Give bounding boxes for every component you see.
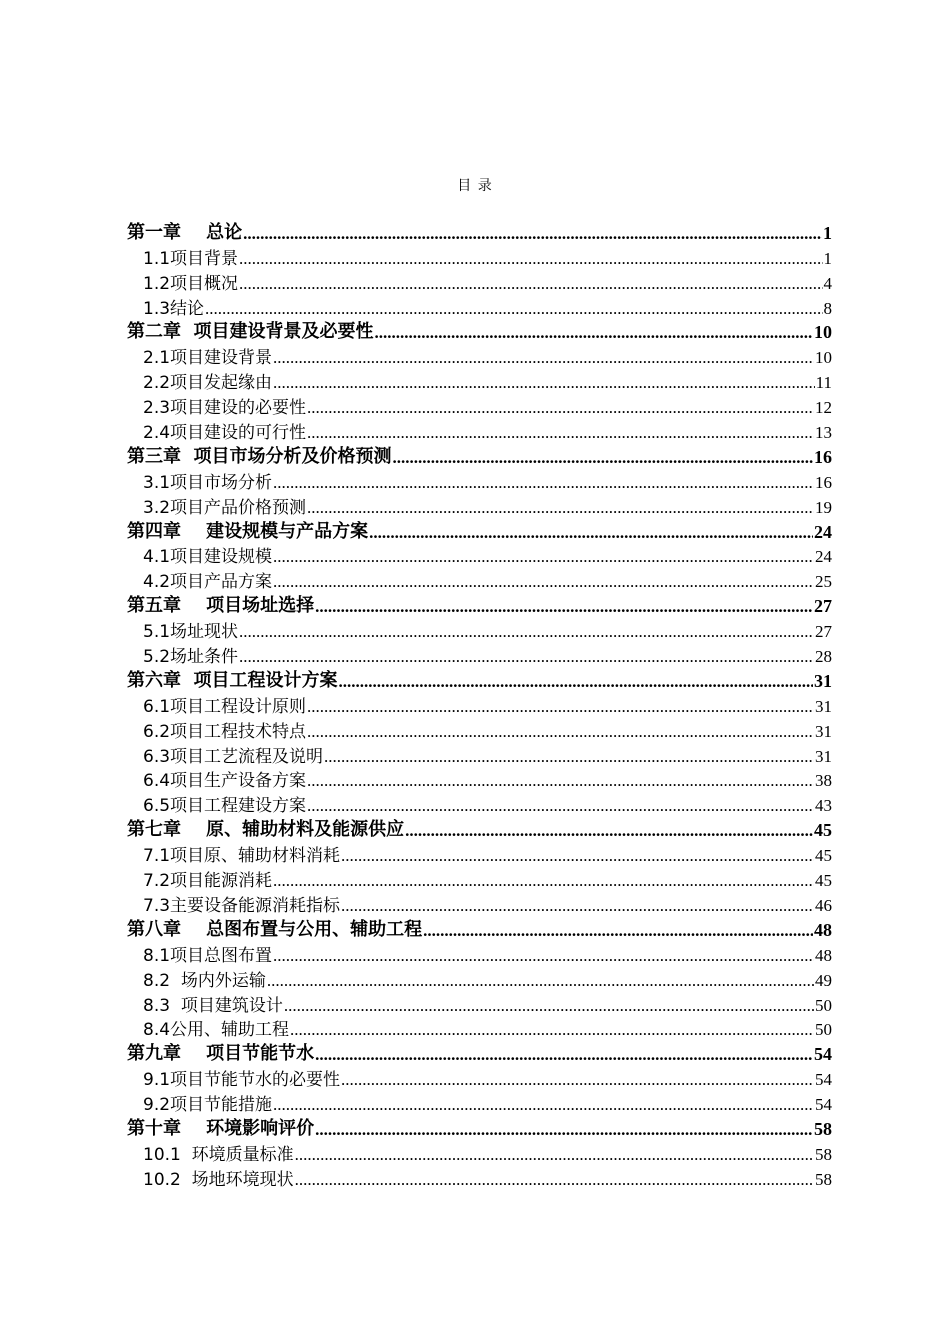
toc-section-entry[interactable] bbox=[127, 1016, 832, 1041]
toc-section-entry[interactable] bbox=[127, 742, 832, 767]
toc-dot-leader bbox=[375, 323, 813, 343]
toc-chapter-entry[interactable] bbox=[127, 916, 832, 941]
toc-entry-label: 第二章 项目建设背景及必要性 bbox=[127, 321, 374, 343]
toc-entry-label: 6.3项目工艺流程及说明 bbox=[143, 746, 324, 767]
toc-section-entry[interactable] bbox=[127, 468, 832, 493]
toc-dot-leader bbox=[273, 547, 814, 567]
toc-entry-label: 7.3主要设备能源消耗指标 bbox=[143, 895, 341, 916]
toc-dot-leader bbox=[307, 722, 814, 742]
toc-section-entry[interactable] bbox=[127, 1090, 832, 1115]
toc-page-number: 49 bbox=[815, 970, 832, 990]
toc-section-entry[interactable] bbox=[127, 1140, 832, 1165]
toc-entry-label: 3.2项目产品价格预测 bbox=[143, 497, 307, 518]
toc-page-number: 27 bbox=[814, 596, 832, 617]
toc-section-entry[interactable] bbox=[127, 543, 832, 568]
toc-entry-label: 10.2 场地环境现状 bbox=[143, 1169, 294, 1190]
toc-page-number: 43 bbox=[815, 796, 832, 816]
toc-entry-label: 4.2项目产品方案 bbox=[143, 572, 273, 593]
toc-page-number: 16 bbox=[815, 472, 832, 492]
toc-section-entry[interactable] bbox=[127, 244, 832, 269]
toc-dot-leader bbox=[307, 697, 814, 717]
toc-section-entry[interactable] bbox=[127, 767, 832, 792]
table-of-contents bbox=[127, 219, 832, 1190]
toc-entry-label: 第十章 环境影响评价 bbox=[127, 1117, 315, 1139]
toc-page-number: 58 bbox=[815, 1169, 832, 1189]
toc-entry-label: 第三章 项目市场分析及价格预测 bbox=[127, 445, 392, 467]
toc-dot-leader bbox=[273, 1095, 814, 1115]
toc-entry-label: 6.1项目工程设计原则 bbox=[143, 696, 307, 717]
toc-dot-leader bbox=[339, 672, 813, 692]
toc-dot-leader bbox=[239, 274, 822, 294]
toc-page-number: 19 bbox=[815, 497, 832, 517]
toc-dot-leader bbox=[307, 796, 814, 816]
toc-dot-leader bbox=[307, 771, 814, 791]
toc-section-entry[interactable] bbox=[127, 642, 832, 667]
toc-dot-leader bbox=[273, 473, 814, 493]
toc-page-number: 54 bbox=[815, 1070, 832, 1090]
toc-entry-label: 5.1场址现状 bbox=[143, 622, 239, 643]
toc-page-number: 45 bbox=[815, 871, 832, 891]
toc-dot-leader bbox=[369, 523, 813, 543]
toc-chapter-entry[interactable] bbox=[127, 518, 832, 543]
toc-chapter-entry[interactable] bbox=[127, 443, 832, 468]
toc-page-number: 25 bbox=[815, 572, 832, 592]
toc-dot-leader bbox=[315, 1120, 813, 1140]
toc-dot-leader bbox=[273, 348, 814, 368]
toc-dot-leader bbox=[243, 224, 822, 244]
toc-entry-label: 8.2 场内外运输 bbox=[143, 970, 266, 991]
toc-page-number: 45 bbox=[815, 846, 832, 866]
toc-entry-label: 6.5项目工程建设方案 bbox=[143, 796, 307, 817]
toc-page-number: 1 bbox=[823, 248, 832, 268]
toc-page-number: 50 bbox=[815, 995, 832, 1015]
toc-dot-leader bbox=[267, 971, 814, 991]
toc-dot-leader bbox=[284, 996, 814, 1016]
toc-page-number: 10 bbox=[814, 322, 832, 343]
toc-section-entry[interactable] bbox=[127, 841, 832, 866]
toc-section-entry[interactable] bbox=[127, 692, 832, 717]
toc-entry-label: 8.4公用、辅助工程 bbox=[143, 1020, 290, 1041]
toc-dot-leader bbox=[273, 572, 814, 592]
toc-entry-label: 8.3 项目建筑设计 bbox=[143, 995, 283, 1016]
toc-entry-label: 第六章 项目工程设计方案 bbox=[127, 669, 338, 691]
toc-section-entry[interactable] bbox=[127, 966, 832, 991]
toc-page-number: 31 bbox=[815, 746, 832, 766]
toc-dot-leader bbox=[307, 398, 814, 418]
toc-section-entry[interactable] bbox=[127, 791, 832, 816]
toc-dot-leader bbox=[239, 622, 814, 642]
toc-entry-label: 5.2场址条件 bbox=[143, 647, 239, 668]
toc-section-entry[interactable] bbox=[127, 717, 832, 742]
toc-entry-label: 2.2项目发起缘由 bbox=[143, 373, 273, 394]
toc-section-entry[interactable] bbox=[127, 1165, 832, 1190]
toc-page-number: 16 bbox=[814, 446, 832, 467]
toc-section-entry[interactable] bbox=[127, 393, 832, 418]
toc-page-number: 4 bbox=[823, 273, 832, 293]
toc-page-number: 54 bbox=[814, 1044, 832, 1065]
toc-dot-leader bbox=[273, 871, 814, 891]
toc-page-number: 24 bbox=[815, 547, 832, 567]
toc-dot-leader bbox=[341, 846, 814, 866]
toc-page-number: 13 bbox=[815, 423, 832, 443]
toc-page-number: 45 bbox=[814, 820, 832, 841]
toc-entry-label: 第九章 项目节能节水 bbox=[127, 1043, 315, 1065]
toc-section-entry[interactable] bbox=[127, 567, 832, 592]
toc-dot-leader bbox=[324, 747, 814, 767]
toc-section-entry[interactable] bbox=[127, 941, 832, 966]
toc-dot-leader bbox=[307, 498, 814, 518]
toc-entry-label: 第七章 原、辅助材料及能源供应 bbox=[127, 819, 405, 841]
toc-dot-leader bbox=[393, 448, 813, 468]
toc-entry-label: 9.2项目节能措施 bbox=[143, 1095, 273, 1116]
toc-page-number: 12 bbox=[815, 398, 832, 418]
toc-dot-leader bbox=[423, 921, 813, 941]
toc-entry-label: 第四章 建设规模与产品方案 bbox=[127, 520, 369, 542]
toc-entry-label: 2.4项目建设的可行性 bbox=[143, 423, 307, 444]
toc-page-number: 46 bbox=[815, 895, 832, 915]
toc-section-entry[interactable] bbox=[127, 891, 832, 916]
toc-entry-label: 6.2项目工程技术特点 bbox=[143, 721, 307, 742]
toc-dot-leader bbox=[295, 1170, 814, 1190]
toc-entry-label: 3.1项目市场分析 bbox=[143, 472, 273, 493]
toc-page-number: 28 bbox=[815, 647, 832, 667]
toc-chapter-entry[interactable] bbox=[127, 219, 832, 244]
toc-section-entry[interactable] bbox=[127, 991, 832, 1016]
toc-entry-label: 8.1项目总图布置 bbox=[143, 945, 273, 966]
toc-page-number: 31 bbox=[815, 721, 832, 741]
toc-section-entry[interactable] bbox=[127, 493, 832, 518]
toc-chapter-entry[interactable] bbox=[127, 667, 832, 692]
toc-page-number: 11 bbox=[815, 373, 832, 393]
toc-page-number: 10 bbox=[815, 348, 832, 368]
toc-section-entry[interactable] bbox=[127, 343, 832, 368]
toc-page-number: 38 bbox=[815, 771, 832, 791]
toc-section-entry[interactable] bbox=[127, 1065, 832, 1090]
toc-dot-leader bbox=[239, 249, 822, 269]
toc-entry-label: 第一章 总论 bbox=[127, 221, 243, 243]
toc-entry-label: 4.1项目建设规模 bbox=[143, 547, 273, 568]
toc-dot-leader bbox=[239, 647, 814, 667]
toc-page-number: 1 bbox=[823, 222, 832, 243]
toc-chapter-entry[interactable] bbox=[127, 592, 832, 617]
toc-dot-leader bbox=[273, 946, 814, 966]
toc-dot-leader bbox=[405, 821, 813, 841]
toc-chapter-entry[interactable] bbox=[127, 1115, 832, 1140]
toc-entry-label: 第五章 项目场址选择 bbox=[127, 595, 315, 617]
toc-dot-leader bbox=[273, 373, 815, 393]
toc-section-entry[interactable] bbox=[127, 617, 832, 642]
toc-entry-label: 2.1项目建设背景 bbox=[143, 348, 273, 369]
toc-page-number: 27 bbox=[815, 622, 832, 642]
toc-dot-leader bbox=[315, 1045, 813, 1065]
toc-entry-label: 7.2项目能源消耗 bbox=[143, 871, 273, 892]
toc-dot-leader bbox=[341, 1070, 814, 1090]
toc-section-entry[interactable] bbox=[127, 418, 832, 443]
toc-entry-label: 1.1项目背景 bbox=[143, 248, 239, 269]
toc-dot-leader bbox=[307, 423, 814, 443]
toc-entry-label: 2.3项目建设的必要性 bbox=[143, 398, 307, 419]
toc-page-number: 48 bbox=[815, 945, 832, 965]
toc-entry-label: 6.4项目生产设备方案 bbox=[143, 771, 307, 792]
toc-section-entry[interactable] bbox=[127, 866, 832, 891]
toc-page-number: 24 bbox=[814, 521, 832, 542]
toc-entry-label: 10.1 环境质量标准 bbox=[143, 1144, 294, 1165]
toc-entry-label: 1.2项目概况 bbox=[143, 273, 239, 294]
toc-page-number: 54 bbox=[815, 1095, 832, 1115]
toc-dot-leader bbox=[315, 597, 813, 617]
toc-page-number: 58 bbox=[814, 1118, 832, 1139]
toc-entry-label: 第八章 总图布置与公用、辅助工程 bbox=[127, 918, 423, 940]
toc-dot-leader bbox=[341, 896, 814, 916]
toc-chapter-entry[interactable] bbox=[127, 816, 832, 841]
toc-page-number: 31 bbox=[814, 670, 832, 691]
toc-page-number: 8 bbox=[823, 298, 832, 318]
toc-chapter-entry[interactable] bbox=[127, 319, 832, 344]
toc-entry-label: 9.1项目节能节水的必要性 bbox=[143, 1070, 341, 1091]
toc-page-number: 58 bbox=[815, 1144, 832, 1164]
toc-section-entry[interactable] bbox=[127, 368, 832, 393]
toc-dot-leader bbox=[295, 1145, 814, 1165]
toc-dot-leader bbox=[205, 299, 822, 319]
toc-title: 目 录 bbox=[457, 178, 493, 194]
toc-page-number: 48 bbox=[814, 919, 832, 940]
toc-section-entry[interactable] bbox=[127, 294, 832, 319]
toc-entry-label: 1.3结论 bbox=[143, 298, 205, 319]
toc-section-entry[interactable] bbox=[127, 269, 832, 294]
toc-chapter-entry[interactable] bbox=[127, 1040, 832, 1065]
toc-entry-label: 7.1项目原、辅助材料消耗 bbox=[143, 846, 341, 867]
toc-page-number: 50 bbox=[815, 1020, 832, 1040]
toc-dot-leader bbox=[290, 1020, 814, 1040]
toc-page-number: 31 bbox=[815, 696, 832, 716]
